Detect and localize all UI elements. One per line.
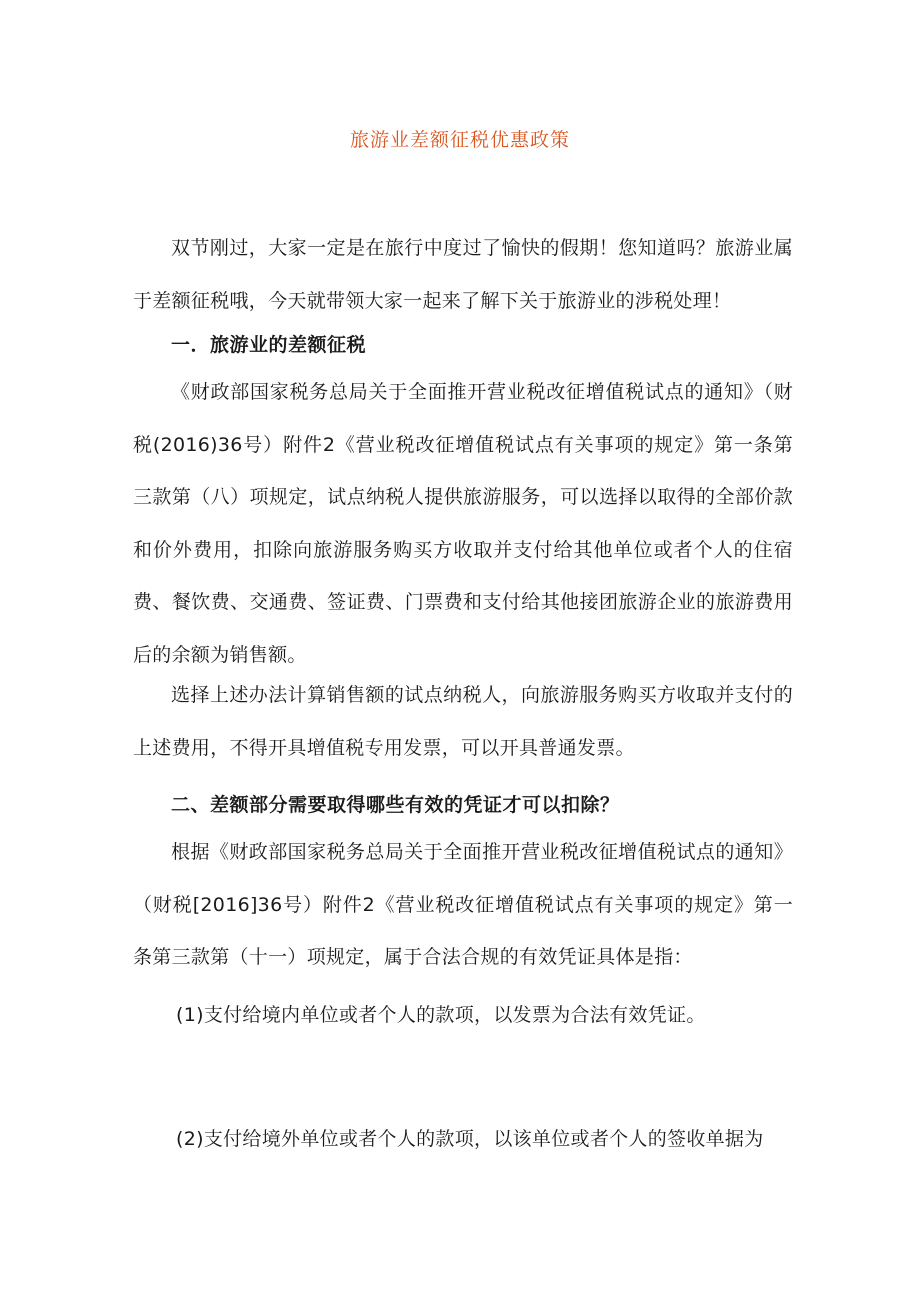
section-1-paragraph-2: 选择上述办法计算销售额的试点纳税人，向旅游服务购买方收取并支付的上述费用，不得开具增值税专用发票，可以开具普通发票。 (133, 684, 793, 759)
section-1-heading: 一．旅游业的差额征税 (171, 334, 367, 356)
section-2-paragraph-1: 根据《财政部国家税务总局关于全面推开营业税改征增值税试点的通知》（财税[2016]36号）附件2《营业税改征增值税试点有关事项的规定》第一条第三款第（十一）项规定，属于合法合规的有效凭证具体是指： (133, 841, 793, 968)
section-2-item-1: (1)支付给境内单位或者个人的款项，以发票为合法有效凭证。 (176, 1004, 706, 1026)
section-2-item-2: (2)支付给境外单位或者个人的款项，以该单位或者个人的签收单据为 (176, 1128, 764, 1150)
intro-paragraph: 双节刚过，大家一定是在旅行中度过了愉快的假期！您知道吗？旅游业属于差额征税哦，今天就带领大家一起来了解下关于旅游业的涉税处理！ (133, 237, 793, 312)
section-2-heading: 二、差额部分需要取得哪些有效的凭证才可以扣除？ (171, 794, 620, 816)
document-title: 旅游业差额征税优惠政策 (349, 129, 570, 151)
section-1-paragraph-1: 《财政部国家税务总局关于全面推开营业税改征增值税试点的通知》（财税(2016)36号）附件2《营业税改征增值税试点有关事项的规定》第一条第三款第（八）项规定，试点纳税人提供旅游服务，可以选择以取得的全部价款和价外费用，扣除向旅游服务购买方收取并支付给其他单位或者个人的住宿费、餐饮费、交通费、签证费、门票费和支付给其他接团旅游企业的旅游费用后的余额为销售额。 (133, 381, 793, 666)
